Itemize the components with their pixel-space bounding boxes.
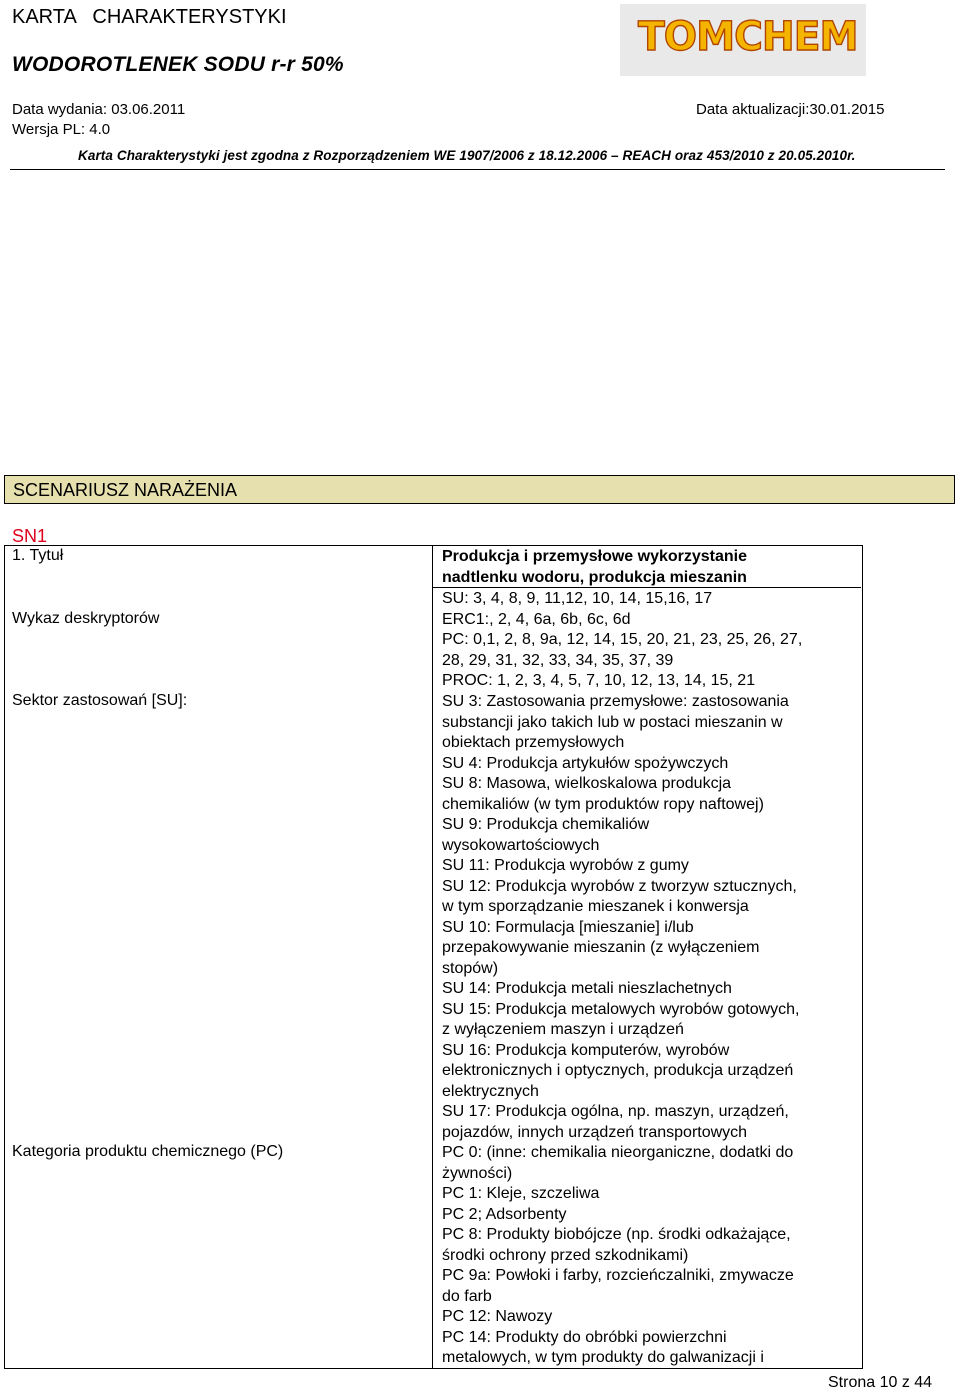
su-line: obiektach przemysłowych [442, 734, 625, 751]
su-line: SU 14: Produkcja metali nieszlachetnych [442, 980, 732, 997]
su-line: SU 17: Produkcja ogólna, np. maszyn, urządzeń, [442, 1103, 789, 1120]
title-value [442, 547, 854, 588]
descriptor-line: ERC1:, 2, 4, 6a, 6b, 6c, 6d [442, 610, 631, 628]
su-line: elektrycznych [442, 1082, 539, 1100]
table-column-divider [432, 545, 433, 1368]
descriptor-line: PROC: 1, 2, 3, 4, 5, 7, 10, 12, 13, 14, 15, 21 [442, 672, 756, 689]
su-line: w tym sporządzanie mieszanek i konwersja [442, 898, 749, 915]
pc-value [442, 1143, 854, 1369]
su-label: Sektor zastosowań [SU]: [12, 692, 188, 709]
pc-line: metalowych, w tym produkty do galwanizacji i [442, 1349, 764, 1366]
title-line: Produkcja i przemysłowe wykorzystanie [442, 548, 748, 565]
scenario-code: SN1 [12, 526, 48, 546]
su-line: SU 9: Produkcja chemikaliów [442, 816, 650, 833]
title-line: nadtlenku wodoru, produkcja mieszanin [442, 568, 747, 586]
su-line: SU 15: Produkcja metalowych wyrobów gotowych, [442, 1000, 800, 1018]
su-line: wysokowartościowych [442, 836, 600, 854]
su-line: SU 10: Formulacja [mieszanie] i/lub [442, 918, 694, 936]
version: Wersja PL: 4.0 [12, 121, 111, 138]
company-logo [620, 4, 866, 76]
su-line: SU 3: Zastosowania przemysłowe: zastosowania [442, 693, 789, 710]
header-divider [10, 169, 945, 170]
descriptor-line: SU: 3, 4, 8, 9, 11,12, 10, 14, 15,16, 17 [442, 590, 713, 607]
su-line: SU 11: Produkcja wyrobów z gumy [442, 857, 689, 874]
page-number: Strona 10 z 44 [828, 1374, 933, 1391]
su-line: pojazdów, innych urządzeń transportowych [442, 1123, 748, 1141]
title-label: 1. Tytuł [12, 547, 64, 564]
su-line: SU 8: Masowa, wielkoskalowa produkcja [442, 775, 732, 792]
pc-label: Kategoria produktu chemicznego (PC) [12, 1143, 284, 1160]
descriptors-value [442, 589, 854, 692]
section-header [4, 475, 955, 504]
pc-line: PC 8: Produkty biobójcze (np. środki odkażające, [442, 1226, 791, 1243]
pc-line: środki ochrony przed szkodnikami) [442, 1246, 689, 1264]
su-line: SU 4: Produkcja artykułów spożywczych [442, 754, 729, 772]
pc-line: PC 9a: Powłoki i farby, rozcieńczalniki, zmywacze [442, 1267, 794, 1284]
descriptor-line: 28, 29, 31, 32, 33, 34, 35, 37, 39 [442, 651, 674, 669]
su-line: SU 12: Produkcja wyrobów z tworzyw sztucznych, [442, 877, 797, 895]
descriptor-line: PC: 0,1, 2, 8, 9a, 12, 14, 15, 20, 21, 23, 25, 26, 27, [442, 631, 803, 648]
su-line: chemikaliów (w tym produktów ropy naftowej) [442, 795, 764, 813]
section-title: SCENARIUSZ NARAŻENIA [13, 480, 238, 500]
pc-line: PC 2; Adsorbenty [442, 1205, 567, 1223]
pc-line: PC 1: Kleje, szczeliwa [442, 1185, 600, 1202]
su-line: substancji jako takich lub w postaci mieszanin w [442, 713, 783, 731]
su-line: przepakowywanie mieszanin (z wyłączeniem [442, 939, 760, 956]
compliance-note: Karta Charakterystyki jest zgodna z Rozporządzeniem WE 1907/2006 z 18.12.2006 – REACH oraz 453/2010 z 20.05.2010r. [78, 148, 856, 163]
document-type: KARTA CHARAKTERYSTYKI [12, 6, 287, 28]
su-line: elektronicznych i optycznych, produkcja urządzeń [442, 1062, 794, 1079]
su-line: z wyłączeniem maszyn i urządzeń [442, 1021, 684, 1038]
su-line: SU 16: Produkcja komputerów, wyrobów [442, 1041, 730, 1059]
pc-line: do farb [442, 1287, 492, 1305]
su-value [442, 692, 854, 1143]
logo-text: TOMCHEM [638, 14, 858, 60]
pc-line: PC 12: Nawozy [442, 1308, 553, 1325]
pc-line: żywności) [442, 1164, 513, 1182]
pc-line: PC 14: Produkty do obróbki powierzchni [442, 1328, 727, 1346]
su-line: stopów) [442, 959, 499, 977]
product-name: WODOROTLENEK SODU r-r 50% [12, 53, 344, 76]
pc-line: PC 0: (inne: chemikalia nieorganiczne, dodatki do [442, 1144, 794, 1161]
update-date: Data aktualizacji:30.01.2015 [696, 101, 885, 118]
issue-date: Data wydania: 03.06.2011 [12, 101, 186, 118]
descriptors-label: Wykaz deskryptorów [12, 610, 160, 627]
